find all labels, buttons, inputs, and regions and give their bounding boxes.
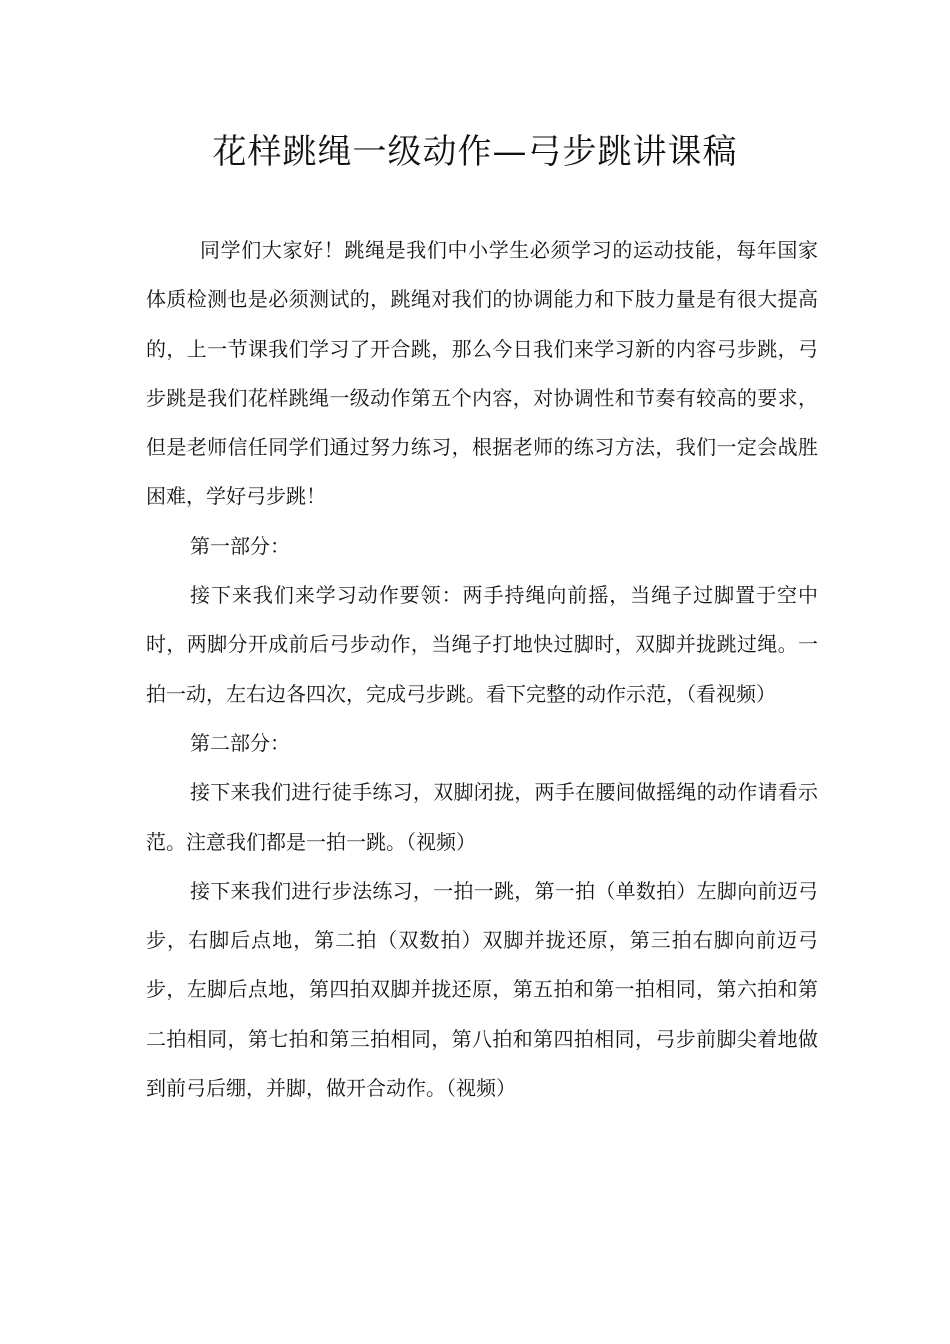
section-heading-part-two: 第二部分： [190,730,290,755]
paragraph-footwork-practice: 接下来我们进行步法练习，一拍一跳，第一拍（单数拍）左脚向前迈弓步，右脚后点地，第二拍（双数拍）双脚并拢还原，第三拍右脚向前迈弓步，左脚后点地，第四拍双脚并拢还原，第五拍和第一拍相同，第六拍和第二拍相同，第七拍和第三拍相同，第八拍和第四拍相同，弓步前脚尖着地做到前弓后绷，并脚，做开合动作。（视频） [146,878,818,1101]
section-heading-part-one: 第一部分： [190,533,290,558]
paragraph-bare-hand-practice: 接下来我们进行徒手练习，双脚闭拢，两手在腰间做摇绳的动作请看示范。注意我们都是一拍一跳。（视频） [146,780,818,854]
document-body [146,226,818,1113]
paragraph-movement-essentials: 接下来我们来学习动作要领：两手持绳向前摇，当绳子过脚置于空中时，两脚分开成前后弓步动作，当绳子打地快过脚时，双脚并拢跳过绳。一拍一动，左右边各四次，完成弓步跳。看下完整的动作示范，（看视频） [146,583,818,706]
paragraph-intro: 同学们大家好！跳绳是我们中小学生必须学习的运动技能，每年国家体质检测也是必须测试的，跳绳对我们的协调能力和下肢力量是有很大提高的，上一节课我们学习了开合跳，那么今日我们来学习新的内容弓步跳，弓步跳是我们花样跳绳一级动作第五个内容，对协调性和节奏有较高的要求，但是老师信任同学们通过努力练习，根据老师的练习方法，我们一定会战胜困难，学好弓步跳！ [146,238,818,509]
document-title: 花样跳绳一级动作—弓步跳讲课稿 [212,132,738,172]
